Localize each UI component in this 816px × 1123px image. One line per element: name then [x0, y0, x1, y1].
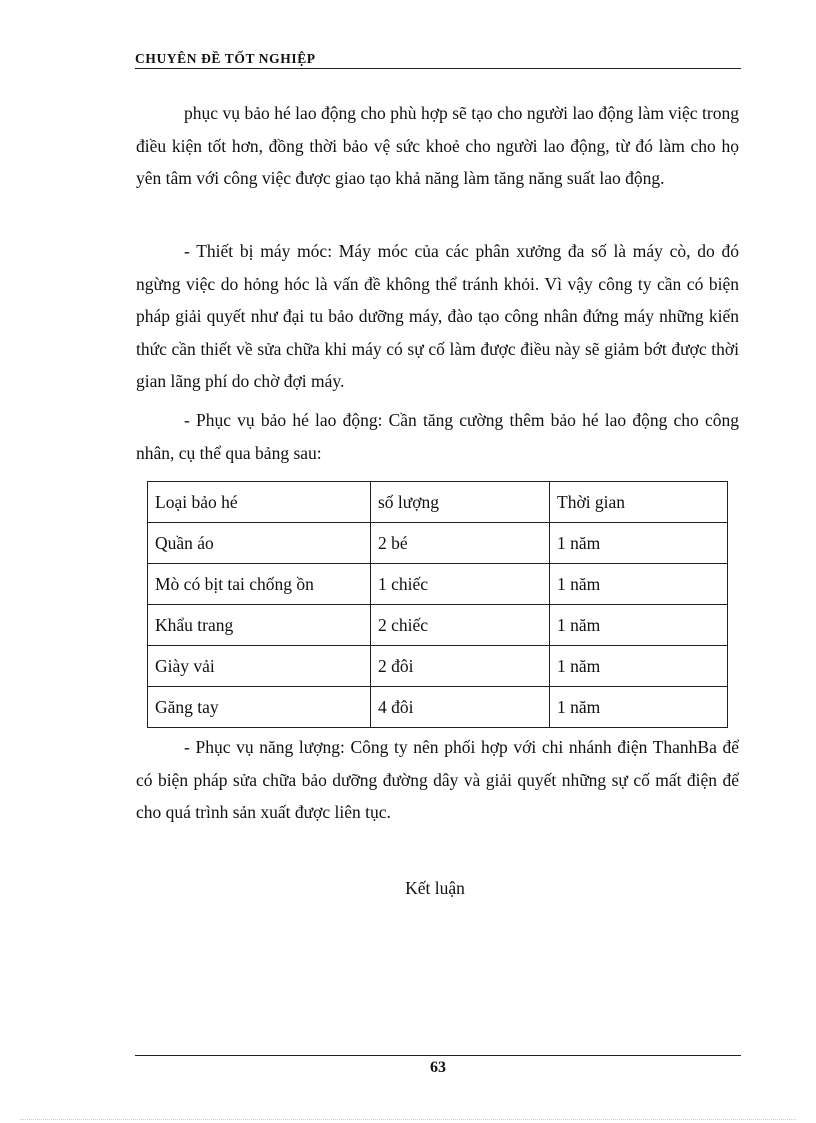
table-row — [148, 646, 728, 687]
cell-ppe-type: Giày vải — [148, 646, 371, 687]
header-title: CHUYÊN ĐỀ TỐT NGHIỆP — [135, 51, 316, 66]
table-row — [148, 564, 728, 605]
cell-quantity: 2 bé — [371, 523, 550, 564]
cell-quantity: 2 đôi — [371, 646, 550, 687]
cell-quantity: 2 chiếc — [371, 605, 550, 646]
column-header-ppe-type: Loại bảo hé — [148, 482, 371, 523]
cell-duration: 1 năm — [550, 687, 728, 728]
cell-duration: 1 năm — [550, 523, 728, 564]
page-edge-divider — [20, 1119, 796, 1120]
column-header-quantity: số lượng — [371, 482, 550, 523]
paragraph-ppe-service: - Phục vụ bảo hé lao động: Cần tăng cường thêm bảo hé lao động cho công nhân, cụ thể qua bảng sau: — [136, 410, 739, 463]
page-number: 63 — [430, 1059, 446, 1076]
page-header — [135, 49, 741, 69]
table-row — [148, 687, 728, 728]
table-row — [148, 605, 728, 646]
cell-duration: 1 năm — [550, 564, 728, 605]
paragraph-machinery: - Thiết bị máy móc: Máy móc của các phân xưởng đa số là máy cò, do đó ngừng việc do hỏng hóc là vấn đề không thể tránh khỏi. Vì vậy công ty cần có biện pháp giải quyết như đại tu bảo dưỡng máy, đào tạo công nhân đứng máy những kiến thức cần thiết về sửa chữa khi máy có sự cố làm được điều này sẽ giảm bớt được thời gian lãng phí do chờ đợi máy. — [136, 241, 739, 391]
table-row — [148, 523, 728, 564]
column-header-duration: Thời gian — [550, 482, 728, 523]
cell-quantity: 1 chiếc — [371, 564, 550, 605]
cell-quantity: 4 đôi — [371, 687, 550, 728]
cell-duration: 1 năm — [550, 646, 728, 687]
ppe-table — [147, 481, 728, 728]
cell-ppe-type: Mò có bịt tai chống ồn — [148, 564, 371, 605]
cell-ppe-type: Quần áo — [148, 523, 371, 564]
page-footer — [135, 1055, 741, 1076]
paragraph-energy: - Phục vụ năng lượng: Công ty nên phối hợp với chi nhánh điện ThanhBa để có biện pháp sửa chữa bảo dưỡng đường dây và giải quyết những sự cố mất điện để cho quá trình sản xuất được liên tục. — [136, 737, 739, 822]
table-header-row — [148, 482, 728, 523]
paragraph-ppe-intro: phục vụ bảo hé lao động cho phù hợp sẽ tạo cho người lao động làm việc trong điều kiện tốt hơn, đồng thời bảo vệ sức khoẻ cho người lao động, từ đó làm cho họ yên tâm với công việc được giao tạo khả năng làm tăng năng suất lao động. — [136, 103, 739, 188]
conclusion-heading: Kết luận — [405, 878, 465, 898]
cell-ppe-type: Khẩu trang — [148, 605, 371, 646]
cell-ppe-type: Găng tay — [148, 687, 371, 728]
cell-duration: 1 năm — [550, 605, 728, 646]
